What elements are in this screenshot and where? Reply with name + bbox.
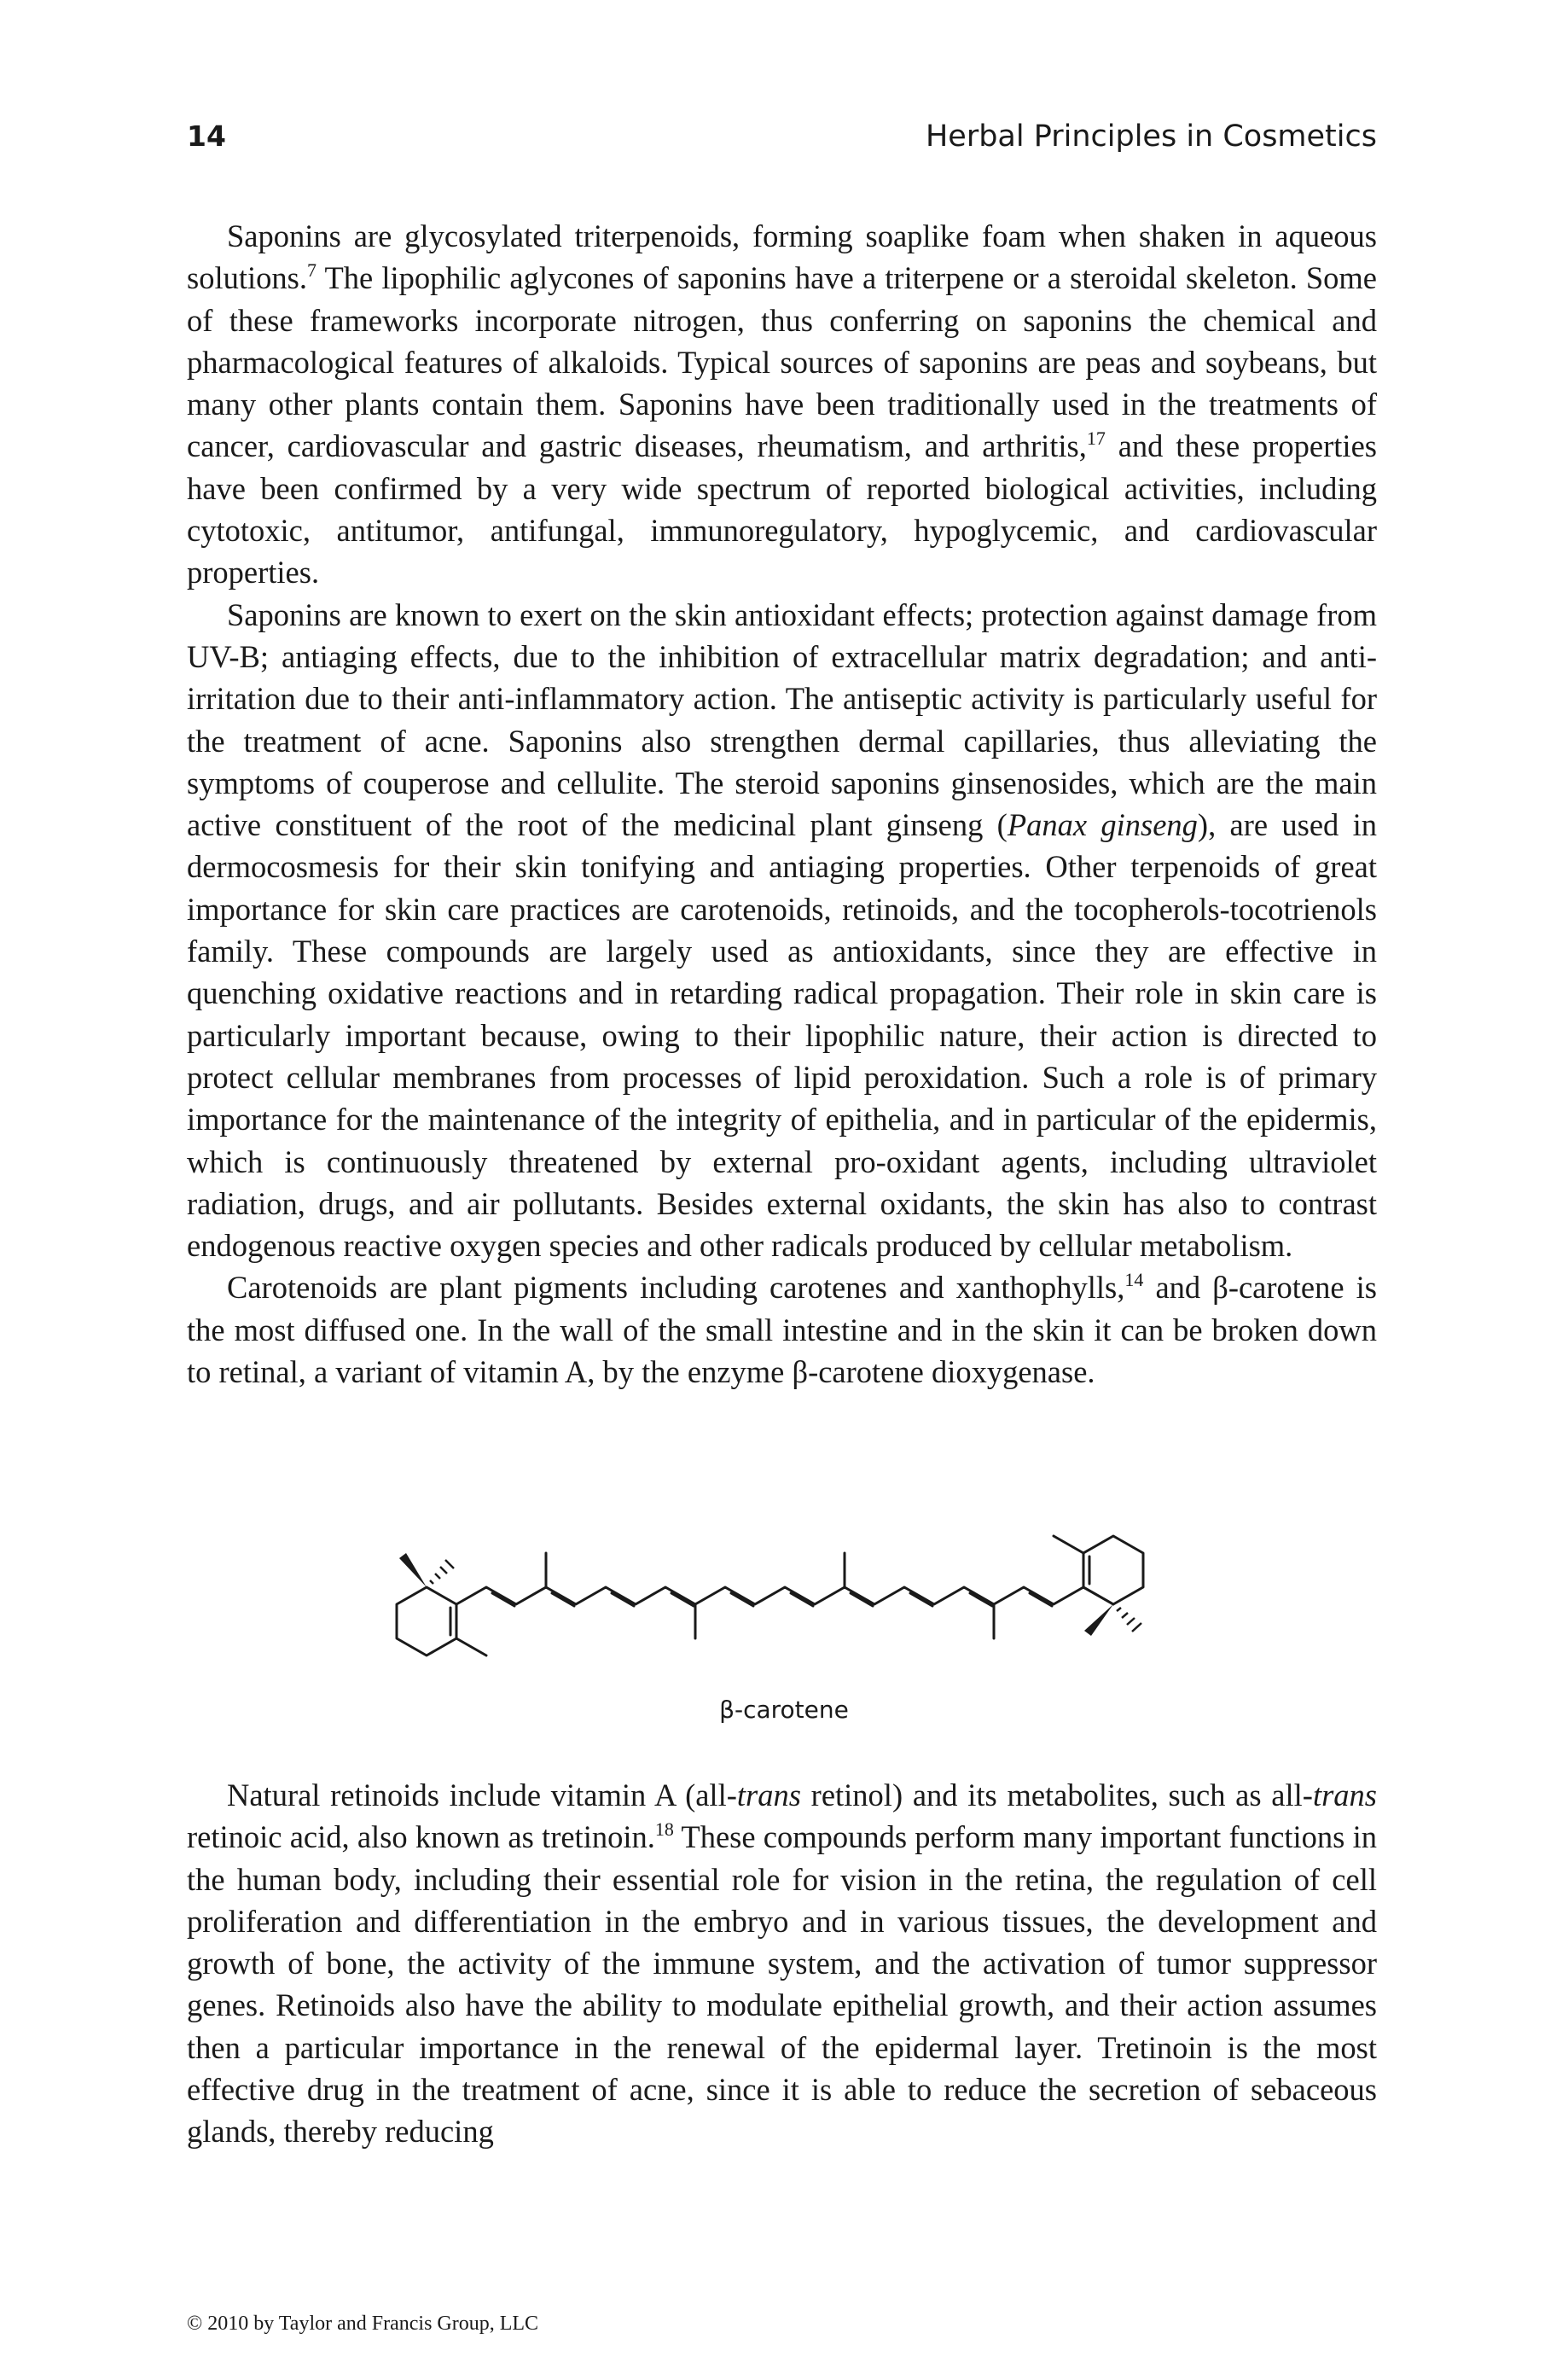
chemical-structure-diagram [367, 1519, 1203, 1690]
reference-17: 17 [1086, 428, 1106, 450]
left-wedge-bond [399, 1553, 427, 1587]
body-text-lower [187, 1774, 1377, 2153]
paragraph-retinoids: Natural retinoids include vitamin A (all-trans retinol) and its metabolites, such as all-trans retinoic acid, also known as tretinoin.$^{18}$ These compounds perform many important functions in the human body, including their essential role for vision in the retina, the regulation of cell proliferation and differentiation in the embryo and in various tissues, the development and growth of bone, the activity of the immune system, and the activation of tumor suppressor genes. Retinoids also have the ability to modulate epithelial growth, and their action assumes then a particular importance in the renewal of the epidermal layer. Tretinoin is the most effective drug in the treatment of acne, since it is able to reduce the secretion of sebaceous glands, thereby reducing [187, 1777, 1378, 2150]
reference-18: 18 [654, 1818, 674, 1841]
right-ring [1083, 1536, 1143, 1604]
page-header [187, 118, 1377, 160]
left-ring [397, 1587, 456, 1655]
reference-14: 14 [1124, 1269, 1144, 1291]
right-wedge-bond [1084, 1604, 1113, 1636]
paragraph-saponins-skin: Saponins are known to exert on the skin antioxidant effects; protection against damage from UV-B; antiaging effects, due to the inhibition of extracellular matrix degradation; and anti-irritation due to their anti-inflammatory action. The antiseptic activity is particularly useful for the treatment of acne. Saponins also strengthen dermal capillaries, thus alleviating the symptoms of couperose and cellulite. The steroid saponins ginsenosides, which are the main active constituent of the root of the medicinal plant ginseng (Panax ginseng), are used in dermocosmesis for their skin tonifying and antiaging properties. Other terpenoids of great importance for skin care practices are carotenoids, retinoids, and the tocopherols-tocotrienols family. These compounds are largely used as antioxidants, since they are effective in quenching oxidative reactions and in retarding radical propagation. Their role in skin care is particularly important because, owing to their lipophilic nature, their action is directed to protect cellular membranes from processes of lipid peroxidation. Such a role is of primary importance for the maintenance of the integrity of epithelia, and in particular of the epidermis, which is continuously threatened by external pro-oxidant agents, including ultraviolet radiation, drugs, and air pollutants. Besides external oxidants, the skin has also to contrast endogenous reactive oxygen species and other radicals produced by cellular metabolism. [187, 596, 1377, 1264]
body-text-upper [187, 215, 1377, 1393]
right-hashed-bond [1117, 1608, 1141, 1632]
paragraph-saponins-intro: Saponins are glycosylated triterpenoids, forming soaplike foam when shaken in aqueous solutions.$^7$ The lipophilic aglycones of saponins have a triterpene or a steroidal skeleton. Some of these frameworks incorporate nitrogen, thus conferring on saponins the chemical and pharmacological features of alkaloids. Typical sources of saponins are peas and soybeans, but many other plants contain them. Saponins have been traditionally used in the treatments of cancer, cardiovascular and gastric diseases, rheumatism, and arthritis,$^{17}$ and these properties have been confirmed by a very wide spectrum of reported biological activities, including cytotoxic, antitumor, antifungal, immunoregulatory, hypoglycemic, and cardiovascular properties. [187, 218, 1377, 591]
reference-7: 7 [306, 259, 317, 282]
beta-carotene-structure [367, 1519, 1203, 1690]
paragraph-carotenoids: Carotenoids are plant pigments including carotenes and xanthophylls,$^{14}$ and β-carotene is the most diffused one. In the wall of the small intestine and in the skin it can be broken down to retinal, a variant of vitamin A, by the enzyme β-carotene dioxygenase. [187, 1269, 1377, 1390]
page-number: 14 [187, 119, 226, 153]
running-head: Herbal Principles in Cosmetics [925, 119, 1377, 154]
copyright-footer: © 2010 by Taylor and Francis Group, LLC [187, 2313, 539, 2335]
left-hashed-bond [430, 1560, 454, 1584]
species-name: Panax ginseng [1007, 807, 1198, 843]
figure-caption: β-carotene [719, 1696, 849, 1724]
